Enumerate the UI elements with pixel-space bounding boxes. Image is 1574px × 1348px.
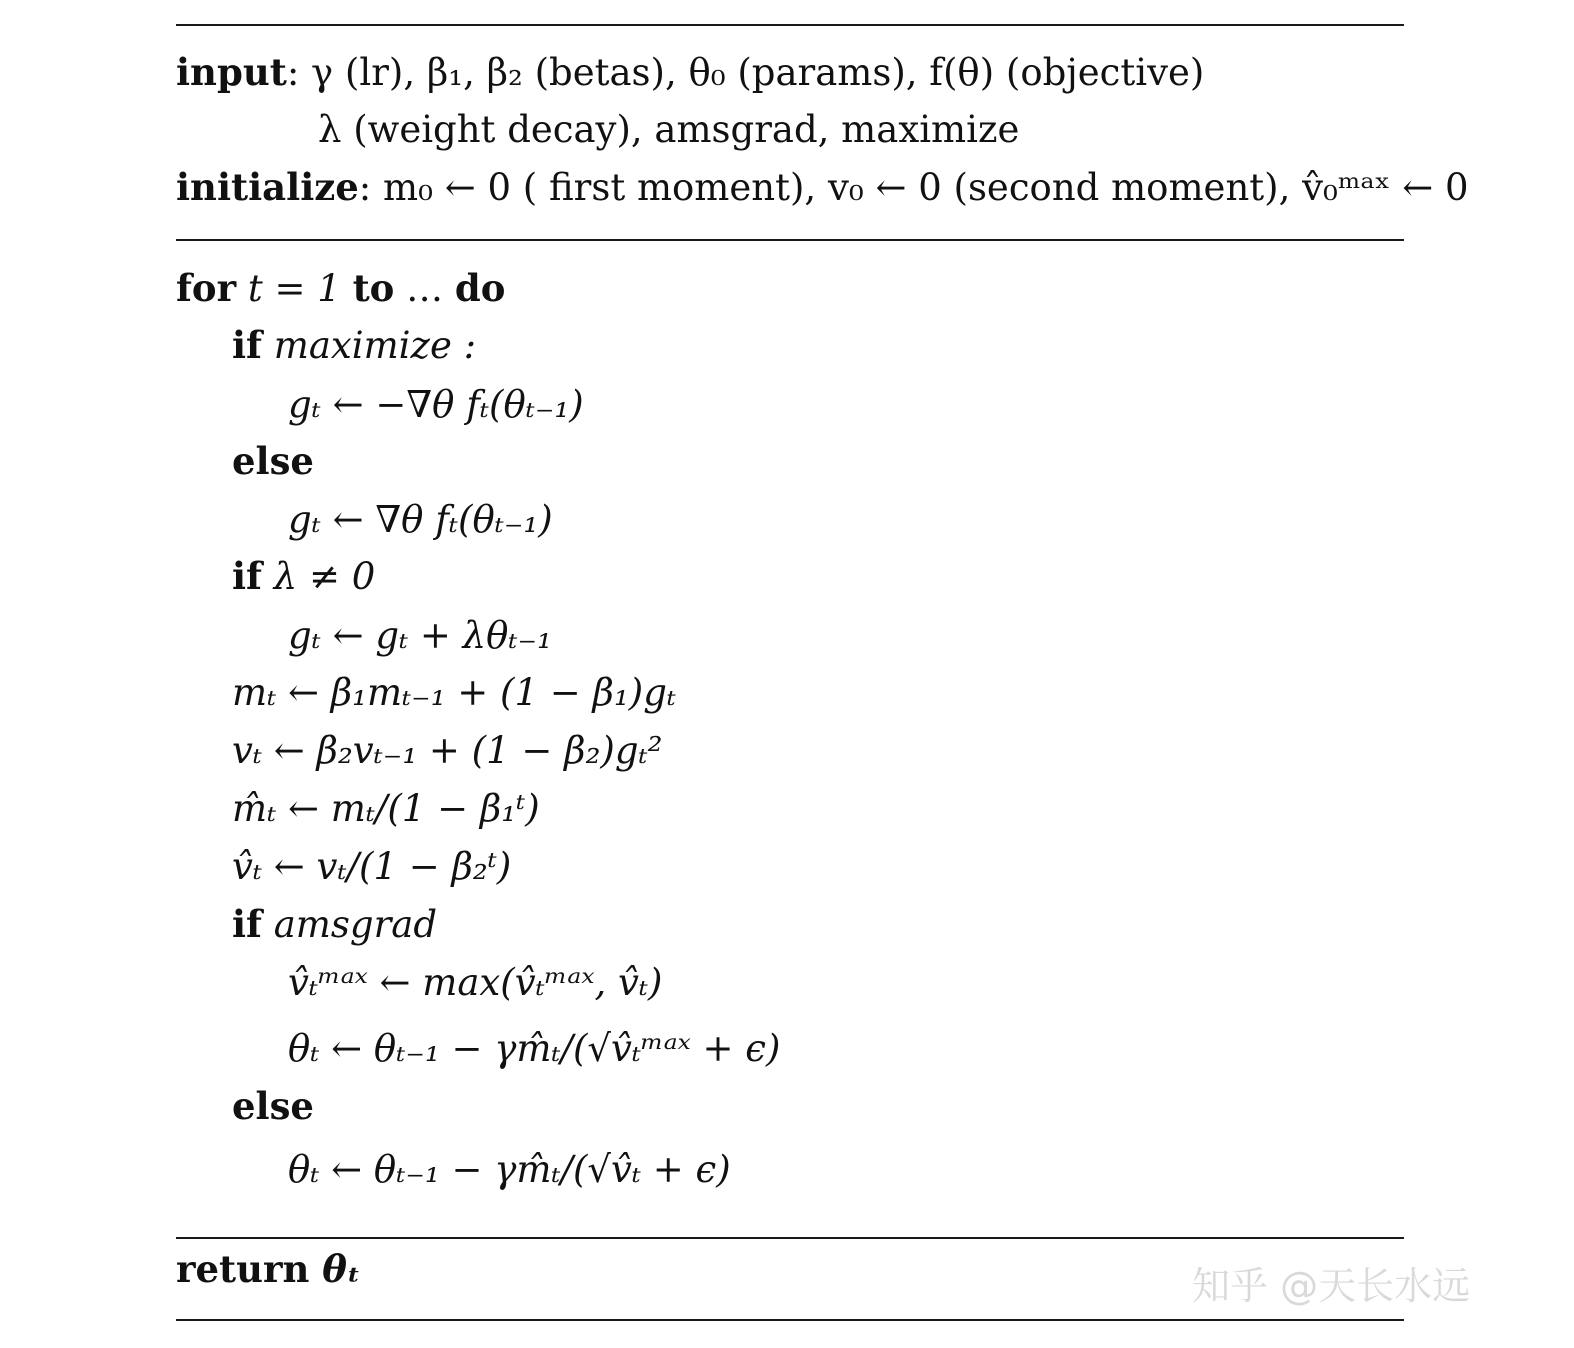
for-range: t = 1	[236, 267, 353, 310]
body-end-rule	[176, 1237, 1404, 1239]
mhat-expr: m̂ₜ ← mₜ/(1 − β₁ᵗ)	[232, 787, 540, 830]
initialize-text: : m₀ ← 0 ( first moment), v₀ ← 0 (second moment), v̂₀ᵐᵃˣ ← 0	[358, 166, 1469, 209]
input-line	[176, 50, 1204, 94]
vmax-line	[176, 961, 662, 1005]
initialize-label: initialize	[176, 165, 359, 209]
input-text-2: λ (weight decay), amsgrad, maximize	[318, 108, 1020, 151]
if-keyword: if	[232, 902, 262, 946]
return-line	[176, 1247, 361, 1291]
return-value: θₜ	[309, 1247, 361, 1291]
v-update-expr: vₜ ← β₂vₜ₋₁ + (1 − β₂)gₜ²	[232, 729, 663, 772]
zhihu-watermark: 知乎 @天长水远	[1192, 1264, 1471, 1308]
for-line	[176, 266, 505, 310]
bottom-rule	[176, 1319, 1404, 1321]
input-text-1: : γ (lr), β₁, β₂ (betas), θ₀ (params), f(θ) (objective)	[286, 51, 1205, 94]
to-keyword: to	[352, 266, 395, 310]
grad-decay-expr: gₜ ← gₜ + λθₜ₋₁	[288, 614, 552, 657]
initialize-line	[176, 165, 1469, 209]
else-keyword: else	[232, 1084, 314, 1128]
for-dots: …	[394, 267, 455, 310]
if-keyword: if	[232, 554, 262, 598]
mhat-line	[176, 787, 540, 831]
grad-pos-line	[176, 498, 553, 542]
vhat-expr: v̂ₜ ← vₜ/(1 − β₂ᵗ)	[232, 845, 512, 888]
grad-neg-line	[176, 383, 584, 427]
m-update-expr: mₜ ← β₁mₜ₋₁ + (1 − β₁)gₜ	[232, 671, 677, 714]
amsgrad-condition: amsgrad	[273, 903, 437, 946]
theta-ams-line	[176, 1027, 780, 1071]
theta-expr: θₜ ← θₜ₋₁ − γm̂ₜ/(√v̂ₜ + ϵ)	[288, 1148, 731, 1191]
do-keyword: do	[454, 266, 506, 310]
input-line-2	[318, 108, 1019, 152]
if-lambda-line	[176, 554, 375, 598]
grad-decay-line	[176, 614, 552, 658]
grad-pos-expr: gₜ ← ∇θ fₜ(θₜ₋₁)	[288, 498, 553, 541]
v-update-line	[176, 729, 663, 773]
top-rule	[176, 24, 1404, 26]
header-rule	[176, 239, 1404, 241]
m-update-line	[176, 671, 676, 715]
vmax-expr: v̂ₜᵐᵃˣ ← max(v̂ₜᵐᵃˣ, v̂ₜ)	[288, 961, 663, 1004]
input-label: input	[176, 50, 287, 94]
return-label: return	[176, 1247, 310, 1291]
if-amsgrad-line	[176, 902, 437, 946]
vhat-line	[176, 845, 511, 889]
theta-line	[176, 1148, 731, 1192]
else-line-2	[176, 1084, 314, 1128]
for-keyword: for	[176, 266, 237, 310]
theta-ams-expr: θₜ ← θₜ₋₁ − γm̂ₜ/(√v̂ₜᵐᵃˣ + ϵ)	[288, 1027, 781, 1070]
maximize-condition: maximize :	[273, 324, 477, 367]
if-maximize-line	[176, 323, 476, 367]
if-keyword: if	[232, 323, 262, 367]
lambda-condition: λ ≠ 0	[273, 555, 376, 598]
grad-neg-expr: gₜ ← −∇θ fₜ(θₜ₋₁)	[288, 383, 584, 426]
else-keyword: else	[232, 439, 314, 483]
else-line-1	[176, 439, 314, 483]
